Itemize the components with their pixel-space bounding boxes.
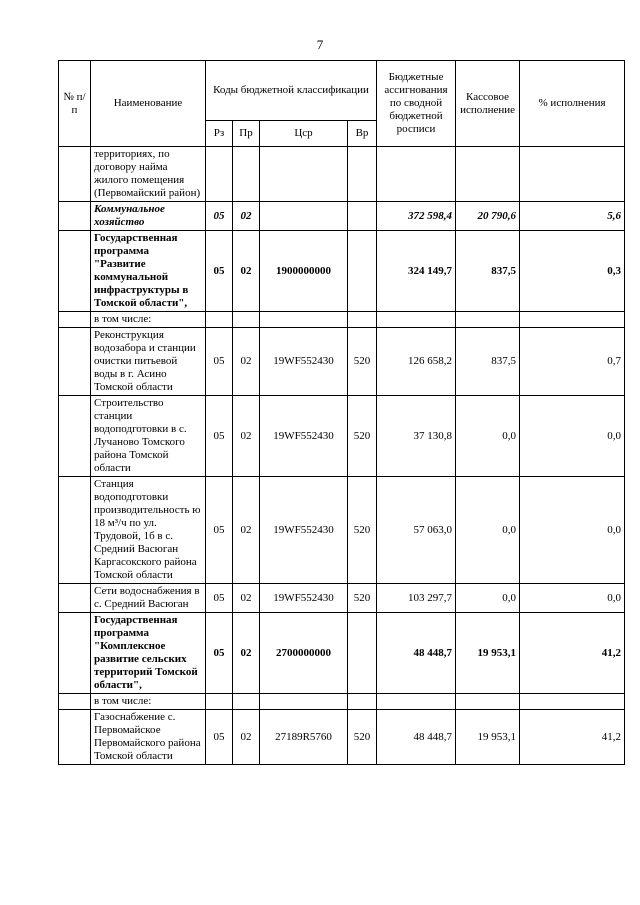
budget-table: [58, 60, 625, 765]
row-name: Государственная программа "Развитие коммунальной инфраструктуры в Томской области",: [91, 231, 206, 312]
row-csr: 27189R5760: [260, 710, 348, 765]
row-csr: 1900000000: [260, 231, 348, 312]
header-pr: Пр: [233, 121, 260, 147]
row-vr: [348, 694, 377, 710]
row-cash: 19 953,1: [456, 710, 520, 765]
row-name: в том числе:: [91, 312, 206, 328]
row-csr: [260, 312, 348, 328]
row-csr: [260, 202, 348, 231]
row-csr: [260, 147, 348, 202]
row-cash: [456, 312, 520, 328]
row-cash: 837,5: [456, 231, 520, 312]
row-pr: 02: [233, 710, 260, 765]
row-name: территориях, по договору найма жилого помещения (Первомайский район): [91, 147, 206, 202]
row-rz: 05: [206, 710, 233, 765]
row-rz: 05: [206, 584, 233, 613]
row-percent: [520, 147, 625, 202]
row-pr: [233, 147, 260, 202]
row-name: Газоснабжение с. Первомайское Первомайского района Томской области: [91, 710, 206, 765]
row-csr: 19WF552430: [260, 396, 348, 477]
row-name: Коммунальное хозяйство: [91, 202, 206, 231]
row-budget: 126 658,2: [377, 328, 456, 396]
row-csr: 2700000000: [260, 613, 348, 694]
row-name: Станция водоподготовки производительность ю 18 м³/ч по ул. Трудовой, 1б в с. Средний Васюган Каргасокского района Томской области: [91, 477, 206, 584]
row-cash: 20 790,6: [456, 202, 520, 231]
row-percent: 0,7: [520, 328, 625, 396]
row-rz: 05: [206, 202, 233, 231]
row-cash: 0,0: [456, 477, 520, 584]
row-budget: 37 130,8: [377, 396, 456, 477]
row-csr: 19WF552430: [260, 584, 348, 613]
row-budget: 48 448,7: [377, 613, 456, 694]
header-rz: Рз: [206, 121, 233, 147]
row-percent: 41,2: [520, 613, 625, 694]
row-cash: [456, 147, 520, 202]
row-budget: 48 448,7: [377, 710, 456, 765]
row-vr: 520: [348, 328, 377, 396]
header-csr: Цср: [260, 121, 348, 147]
row-csr: 19WF552430: [260, 328, 348, 396]
row-cash: [456, 694, 520, 710]
row-rz: [206, 312, 233, 328]
row-percent: 0,0: [520, 396, 625, 477]
row-cash: 0,0: [456, 396, 520, 477]
row-percent: 5,6: [520, 202, 625, 231]
row-pr: [233, 694, 260, 710]
row-name: в том числе:: [91, 694, 206, 710]
row-percent: 0,0: [520, 477, 625, 584]
row-name: Реконструкция водозабора и станции очистки питьевой воды в г. Асино Томской области: [91, 328, 206, 396]
header-codes: Коды бюджетной классификации: [206, 61, 377, 121]
row-rz: 05: [206, 613, 233, 694]
row-csr: [260, 694, 348, 710]
row-budget: [377, 147, 456, 202]
row-cash: 837,5: [456, 328, 520, 396]
row-vr: [348, 613, 377, 694]
row-budget: 103 297,7: [377, 584, 456, 613]
row-budget: [377, 694, 456, 710]
row-vr: 520: [348, 396, 377, 477]
row-percent: [520, 694, 625, 710]
row-vr: 520: [348, 477, 377, 584]
row-budget: [377, 312, 456, 328]
row-pr: [233, 312, 260, 328]
table-row: [59, 584, 625, 613]
table-row: [59, 328, 625, 396]
row-rz: 05: [206, 396, 233, 477]
row-pr: 02: [233, 584, 260, 613]
page-number: 7: [316, 37, 324, 52]
row-percent: 41,2: [520, 710, 625, 765]
header-cash: Кассовое исполнение: [456, 61, 520, 147]
row-pr: 02: [233, 231, 260, 312]
header-num: № п/п: [59, 61, 91, 147]
row-percent: [520, 312, 625, 328]
row-pr: 02: [233, 328, 260, 396]
row-rz: [206, 147, 233, 202]
table-row: [59, 202, 625, 231]
row-name: Государственная программа "Комплексное развитие сельских территорий Томской области",: [91, 613, 206, 694]
table-row: [59, 613, 625, 694]
table-row: [59, 477, 625, 584]
row-pr: 02: [233, 613, 260, 694]
row-name: Строительство станции водоподготовки в с. Лучаново Томского района Томской области: [91, 396, 206, 477]
row-budget: 324 149,7: [377, 231, 456, 312]
header-vr: Вр: [348, 121, 377, 147]
row-vr: [348, 312, 377, 328]
row-budget: 57 063,0: [377, 477, 456, 584]
row-vr: [348, 147, 377, 202]
table-row: [59, 147, 625, 202]
row-pr: 02: [233, 202, 260, 231]
row-cash: 19 953,1: [456, 613, 520, 694]
table-row: [59, 312, 625, 328]
row-rz: 05: [206, 477, 233, 584]
header-name: Наименование: [91, 61, 206, 147]
table-row: [59, 231, 625, 312]
row-rz: 05: [206, 231, 233, 312]
row-rz: [206, 694, 233, 710]
table-row: [59, 396, 625, 477]
table-row: [59, 694, 625, 710]
row-vr: [348, 231, 377, 312]
row-vr: 520: [348, 710, 377, 765]
row-csr: 19WF552430: [260, 477, 348, 584]
row-percent: 0,3: [520, 231, 625, 312]
row-cash: 0,0: [456, 584, 520, 613]
row-name: Сети водоснабжения в с. Средний Васюган: [91, 584, 206, 613]
row-budget: 372 598,4: [377, 202, 456, 231]
table-row: [59, 710, 625, 765]
row-pr: 02: [233, 477, 260, 584]
row-rz: 05: [206, 328, 233, 396]
row-vr: [348, 202, 377, 231]
row-percent: 0,0: [520, 584, 625, 613]
row-vr: 520: [348, 584, 377, 613]
header-budget: Бюджетные ассигнования по сводной бюджетной росписи: [377, 61, 456, 147]
row-pr: 02: [233, 396, 260, 477]
header-percent: % исполнения: [520, 61, 625, 147]
